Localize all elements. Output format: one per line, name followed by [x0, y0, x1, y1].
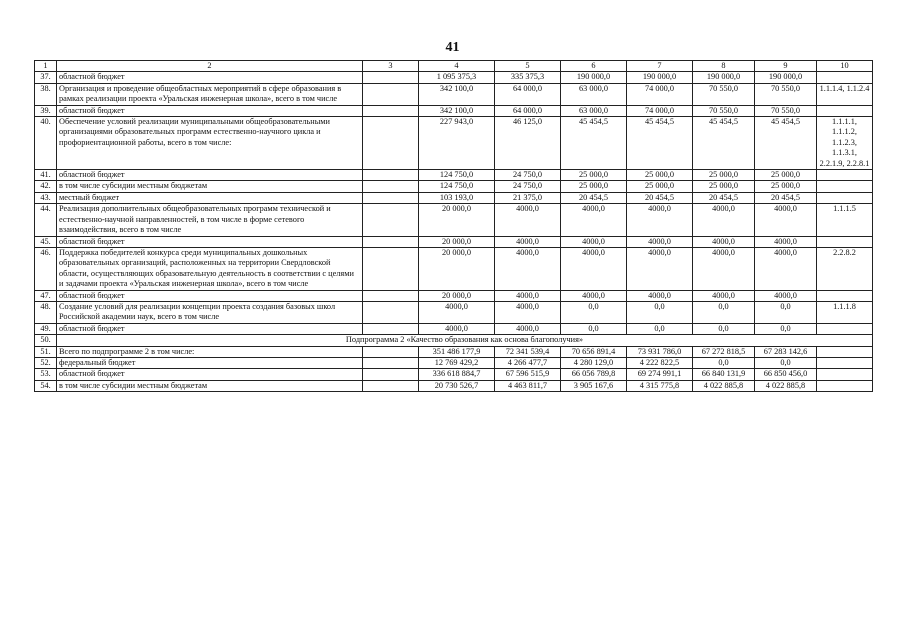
cell-col7: 20 454,5 — [627, 192, 693, 203]
cell-col6: 66 056 789,8 — [561, 369, 627, 380]
cell-col6: 63 000,0 — [561, 105, 627, 116]
column-header-9: 9 — [755, 61, 817, 72]
row-number: 40. — [35, 117, 57, 170]
row-number: 42. — [35, 181, 57, 192]
cell-col5: 335 375,3 — [495, 72, 561, 83]
cell-col6: 4 280 129,0 — [561, 357, 627, 368]
row-number: 45. — [35, 236, 57, 247]
column-header-2: 2 — [57, 61, 363, 72]
cell-col6: 4000,0 — [561, 247, 627, 290]
table-row — [35, 301, 873, 323]
cell-col6: 4000,0 — [561, 236, 627, 247]
row-description: Реализация дополнительных общеобразовательных программ технической и естественно-научной направленностей, в том числе в форме сетевого взаимодействия, всего в том числе — [57, 204, 363, 236]
cell-target-codes: 1.1.1.1, 1.1.1.2, 1.1.2.3, 1.1.3.1, 2.2.1.9, 2.2.8.1 — [817, 117, 873, 170]
table-row — [35, 357, 873, 368]
cell-col9: 4000,0 — [755, 290, 817, 301]
cell-col7: 0,0 — [627, 301, 693, 323]
cell-col5: 4000,0 — [495, 204, 561, 236]
cell-col5: 72 341 539,4 — [495, 346, 561, 357]
row-number: 39. — [35, 105, 57, 116]
row-number: 53. — [35, 369, 57, 380]
table-row — [35, 117, 873, 170]
cell-target-codes: 2.2.8.2 — [817, 247, 873, 290]
cell-col7: 190 000,0 — [627, 72, 693, 83]
row-number: 41. — [35, 170, 57, 181]
cell-col5: 4000,0 — [495, 236, 561, 247]
cell-col8: 4000,0 — [693, 236, 755, 247]
cell-target-codes — [817, 380, 873, 391]
cell-col5: 24 750,0 — [495, 181, 561, 192]
row-number: 49. — [35, 323, 57, 334]
cell-col7: 4 315 775,8 — [627, 380, 693, 391]
cell-total: 227 943,0 — [419, 117, 495, 170]
row-number: 46. — [35, 247, 57, 290]
cell-total: 336 618 884,7 — [419, 369, 495, 380]
cell-target-codes — [817, 192, 873, 203]
cell-col5: 4 463 811,7 — [495, 380, 561, 391]
cell-col9: 25 000,0 — [755, 170, 817, 181]
cell-target-codes — [817, 236, 873, 247]
cell-col9: 190 000,0 — [755, 72, 817, 83]
table-row — [35, 346, 873, 357]
cell-col3 — [363, 181, 419, 192]
cell-col3 — [363, 357, 419, 368]
cell-col5: 21 375,0 — [495, 192, 561, 203]
row-description: в том числе субсидии местным бюджетам — [57, 380, 363, 391]
cell-col7: 45 454,5 — [627, 117, 693, 170]
cell-total: 1 095 375,3 — [419, 72, 495, 83]
cell-col6: 20 454,5 — [561, 192, 627, 203]
cell-col7: 73 931 786,0 — [627, 346, 693, 357]
row-description: Организация и проведение общеобластных мероприятий в сфере образования в рамках реализации проекта «Уральская инженерная школа», всего в том числе — [57, 83, 363, 105]
cell-col7: 4000,0 — [627, 204, 693, 236]
cell-col3 — [363, 369, 419, 380]
row-number: 37. — [35, 72, 57, 83]
cell-col6: 4000,0 — [561, 290, 627, 301]
cell-target-codes: 1.1.1.8 — [817, 301, 873, 323]
cell-col9: 70 550,0 — [755, 105, 817, 116]
cell-target-codes — [817, 357, 873, 368]
budget-table — [34, 60, 873, 392]
cell-col9: 25 000,0 — [755, 181, 817, 192]
cell-col5: 4000,0 — [495, 301, 561, 323]
row-description: областной бюджет — [57, 170, 363, 181]
cell-col8: 45 454,5 — [693, 117, 755, 170]
section-row — [35, 335, 873, 346]
cell-target-codes — [817, 369, 873, 380]
cell-col5: 4000,0 — [495, 323, 561, 334]
table-row — [35, 83, 873, 105]
cell-target-codes: 1.1.1.4, 1.1.2.4 — [817, 83, 873, 105]
table-row — [35, 181, 873, 192]
subprogram-title: Подпрограмма 2 «Качество образования как основа благополучия» — [57, 335, 873, 346]
column-header-5: 5 — [495, 61, 561, 72]
cell-col3 — [363, 247, 419, 290]
cell-col5: 4000,0 — [495, 247, 561, 290]
cell-col3 — [363, 290, 419, 301]
cell-col3 — [363, 323, 419, 334]
cell-total: 20 730 526,7 — [419, 380, 495, 391]
cell-col8: 4000,0 — [693, 247, 755, 290]
row-number: 48. — [35, 301, 57, 323]
cell-target-codes — [817, 181, 873, 192]
table-row — [35, 72, 873, 83]
row-number: 54. — [35, 380, 57, 391]
cell-total: 20 000,0 — [419, 247, 495, 290]
cell-total: 20 000,0 — [419, 290, 495, 301]
cell-col6: 63 000,0 — [561, 83, 627, 105]
cell-col7: 74 000,0 — [627, 83, 693, 105]
cell-col6: 4000,0 — [561, 204, 627, 236]
cell-col5: 4000,0 — [495, 290, 561, 301]
cell-col7: 4000,0 — [627, 290, 693, 301]
cell-col7: 69 274 991,1 — [627, 369, 693, 380]
table-row — [35, 204, 873, 236]
cell-col6: 25 000,0 — [561, 170, 627, 181]
cell-col6: 70 656 891,4 — [561, 346, 627, 357]
column-header-6: 6 — [561, 61, 627, 72]
cell-target-codes — [817, 105, 873, 116]
cell-col6: 3 905 167,6 — [561, 380, 627, 391]
cell-total: 4000,0 — [419, 323, 495, 334]
cell-col5: 24 750,0 — [495, 170, 561, 181]
row-description: в том числе субсидии местным бюджетам — [57, 181, 363, 192]
cell-col8: 0,0 — [693, 301, 755, 323]
cell-col3 — [363, 236, 419, 247]
cell-target-codes — [817, 346, 873, 357]
cell-col3 — [363, 204, 419, 236]
row-number: 38. — [35, 83, 57, 105]
cell-col8: 20 454,5 — [693, 192, 755, 203]
page-number: 41 — [445, 40, 460, 55]
cell-col7: 74 000,0 — [627, 105, 693, 116]
cell-target-codes — [817, 170, 873, 181]
row-description: областной бюджет — [57, 369, 363, 380]
row-description: областной бюджет — [57, 323, 363, 334]
column-header-row — [35, 61, 873, 72]
cell-col3 — [363, 301, 419, 323]
cell-col5: 67 596 515,9 — [495, 369, 561, 380]
cell-col8: 67 272 818,5 — [693, 346, 755, 357]
table-row — [35, 170, 873, 181]
row-number: 51. — [35, 346, 57, 357]
cell-target-codes: 1.1.1.5 — [817, 204, 873, 236]
table-row — [35, 192, 873, 203]
cell-total: 124 750,0 — [419, 170, 495, 181]
cell-col8: 70 550,0 — [693, 83, 755, 105]
cell-col8: 190 000,0 — [693, 72, 755, 83]
cell-col8: 0,0 — [693, 323, 755, 334]
cell-col9: 45 454,5 — [755, 117, 817, 170]
table-row — [35, 105, 873, 116]
cell-col9: 4000,0 — [755, 236, 817, 247]
cell-col5: 64 000,0 — [495, 105, 561, 116]
cell-col3 — [363, 105, 419, 116]
cell-col5: 46 125,0 — [495, 117, 561, 170]
cell-col3 — [363, 380, 419, 391]
cell-col3 — [363, 346, 419, 357]
cell-col7: 25 000,0 — [627, 170, 693, 181]
cell-total: 103 193,0 — [419, 192, 495, 203]
cell-total: 12 769 429,2 — [419, 357, 495, 368]
table-row — [35, 323, 873, 334]
row-number: 52. — [35, 357, 57, 368]
row-description: местный бюджет — [57, 192, 363, 203]
row-number: 43. — [35, 192, 57, 203]
row-description: федеральный бюджет — [57, 357, 363, 368]
cell-col9: 20 454,5 — [755, 192, 817, 203]
table-row — [35, 290, 873, 301]
column-header-1: 1 — [35, 61, 57, 72]
cell-col6: 25 000,0 — [561, 181, 627, 192]
cell-col6: 0,0 — [561, 301, 627, 323]
column-header-3: 3 — [363, 61, 419, 72]
cell-col7: 25 000,0 — [627, 181, 693, 192]
row-description: областной бюджет — [57, 290, 363, 301]
cell-col9: 4000,0 — [755, 204, 817, 236]
row-description: Поддержка победителей конкурса среди муниципальных дошкольных образовательных организаций, расположенных на территории Свердловской области, осуществляющих образовательную деятельность в соответствии с целями и задачами проекта «Уральская инженерная школа», всего в том числе — [57, 247, 363, 290]
cell-col7: 0,0 — [627, 323, 693, 334]
row-description: областной бюджет — [57, 105, 363, 116]
cell-total: 20 000,0 — [419, 236, 495, 247]
row-number: 47. — [35, 290, 57, 301]
cell-col8: 0,0 — [693, 357, 755, 368]
cell-target-codes — [817, 323, 873, 334]
cell-col8: 70 550,0 — [693, 105, 755, 116]
cell-col3 — [363, 72, 419, 83]
cell-total: 342 100,0 — [419, 105, 495, 116]
row-description: Обеспечение условий реализации муниципальными общеобразовательными организациями образовательных программ естественно-научного цикла и профориентационной работы, всего в том числе: — [57, 117, 363, 170]
cell-col9: 0,0 — [755, 323, 817, 334]
cell-col9: 0,0 — [755, 357, 817, 368]
cell-col9: 0,0 — [755, 301, 817, 323]
cell-col9: 67 283 142,6 — [755, 346, 817, 357]
cell-total: 4000,0 — [419, 301, 495, 323]
cell-col7: 4000,0 — [627, 236, 693, 247]
table-row — [35, 236, 873, 247]
column-header-7: 7 — [627, 61, 693, 72]
cell-total: 124 750,0 — [419, 181, 495, 192]
cell-col3 — [363, 117, 419, 170]
row-description: областной бюджет — [57, 236, 363, 247]
cell-target-codes — [817, 290, 873, 301]
column-header-10: 10 — [817, 61, 873, 72]
table-row — [35, 369, 873, 380]
cell-col8: 4000,0 — [693, 204, 755, 236]
cell-col5: 4 266 477,7 — [495, 357, 561, 368]
column-header-4: 4 — [419, 61, 495, 72]
cell-total: 351 486 177,9 — [419, 346, 495, 357]
row-number: 50. — [35, 335, 57, 346]
cell-col9: 66 850 456,0 — [755, 369, 817, 380]
cell-col9: 4000,0 — [755, 247, 817, 290]
cell-total: 20 000,0 — [419, 204, 495, 236]
cell-col3 — [363, 192, 419, 203]
table-body — [35, 61, 873, 392]
cell-total: 342 100,0 — [419, 83, 495, 105]
table-row — [35, 247, 873, 290]
cell-col7: 4000,0 — [627, 247, 693, 290]
cell-target-codes — [817, 72, 873, 83]
cell-col6: 190 000,0 — [561, 72, 627, 83]
cell-col8: 25 000,0 — [693, 181, 755, 192]
cell-col8: 66 840 131,9 — [693, 369, 755, 380]
cell-col9: 4 022 885,8 — [755, 380, 817, 391]
cell-col8: 4 022 885,8 — [693, 380, 755, 391]
cell-col5: 64 000,0 — [495, 83, 561, 105]
column-header-8: 8 — [693, 61, 755, 72]
cell-col8: 4000,0 — [693, 290, 755, 301]
cell-col8: 25 000,0 — [693, 170, 755, 181]
cell-col9: 70 550,0 — [755, 83, 817, 105]
table-row — [35, 380, 873, 391]
cell-col3 — [363, 170, 419, 181]
cell-col6: 45 454,5 — [561, 117, 627, 170]
row-description: областной бюджет — [57, 72, 363, 83]
row-description: Всего по подпрограмме 2 в том числе: — [57, 346, 363, 357]
cell-col7: 4 222 822,5 — [627, 357, 693, 368]
row-number: 44. — [35, 204, 57, 236]
cell-col3 — [363, 83, 419, 105]
cell-col6: 0,0 — [561, 323, 627, 334]
row-description: Создание условий для реализации концепции проекта создания базовых школ Российской академии наук, всего в том числе — [57, 301, 363, 323]
